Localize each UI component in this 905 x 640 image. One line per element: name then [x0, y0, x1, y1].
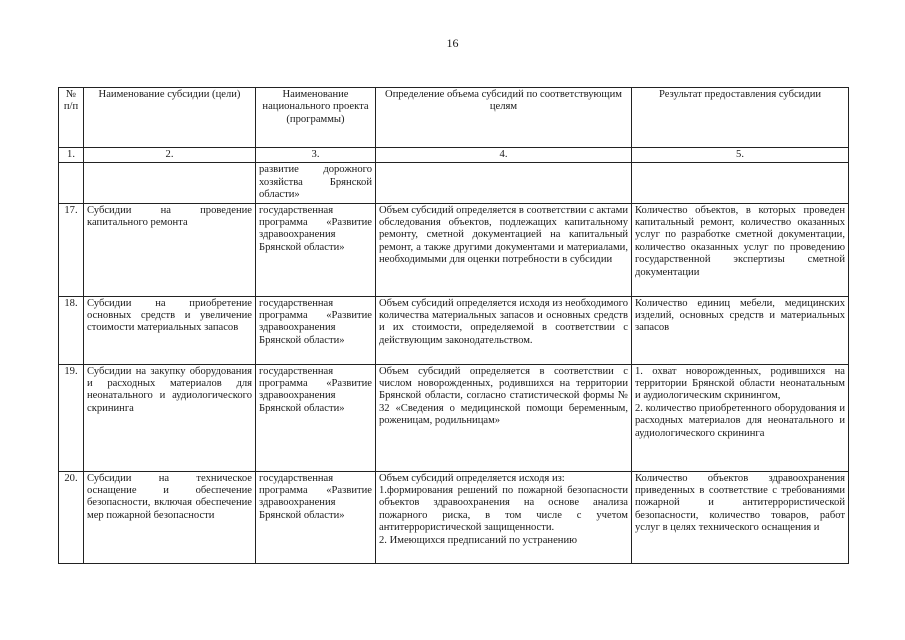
row-number: 18.: [59, 296, 84, 364]
header-number: № п/п: [59, 88, 84, 148]
row-number: 20.: [59, 471, 84, 563]
volume-cell: Объем субсидий определяется в соответствии с актами обследования объектов, подлежащих капитальному ремонту, сметной документацией на капитальный ремонт, а также другими документами и материалами, необходимыми для оценки потребности в субсидии: [376, 203, 632, 296]
program-cell: государственная программа «Развитие здравоохранения Брянской области»: [256, 364, 376, 471]
subsidies-table: [58, 87, 849, 564]
header-national-project: Наименование национального проекта (программы): [256, 88, 376, 148]
table-row: [59, 203, 849, 296]
row-number: 19.: [59, 364, 84, 471]
volume-cell: Объем субсидий определяется исходя из необходимого количества материальных запасов и основных средств и их стоимости, определяемой в соответствии с действующим законодательством.: [376, 296, 632, 364]
column-number: 1.: [59, 148, 84, 163]
volume-cell: Объем субсидий определяется в соответствии с числом новорожденных, родившихся на территории Брянской области, согласно статистической формы № 32 «Сведения о медицинской помощи беременным, роженицам, родильницам»: [376, 364, 632, 471]
header-volume-definition: Определение объема субсидий по соответствующим целям: [376, 88, 632, 148]
page-number: 16: [446, 36, 459, 50]
row-number: 17.: [59, 203, 84, 296]
column-number: 5.: [632, 148, 849, 163]
column-number: 2.: [84, 148, 256, 163]
header-result: Результат предоставления субсидии: [632, 88, 849, 148]
table-row: [59, 471, 849, 563]
program-cell: государственная программа «Развитие здравоохранения Брянской области»: [256, 203, 376, 296]
column-number: 4.: [376, 148, 632, 163]
table-row: [59, 296, 849, 364]
program-cell: развитие дорожного хозяйства Брянской области»: [256, 163, 376, 203]
header-subsidy-name: Наименование субсидии (цели): [84, 88, 256, 148]
program-cell: государственная программа «Развитие здравоохранения Брянской области»: [256, 296, 376, 364]
result-cell: Количество объектов здравоохранения приведенных в соответствие с требованиями пожарной и антитеррористической безопасности, количество товаров, работ услуг в целях технического оснащения и: [632, 471, 849, 563]
subsidy-name-cell: Субсидии на проведение капитального ремонта: [84, 203, 256, 296]
column-number-row: [59, 148, 849, 163]
subsidy-name-cell: Субсидии на приобретение основных средств и увеличение стоимости материальных запасов: [84, 296, 256, 364]
subsidy-name-cell: Субсидии на техническое оснащение и обеспечение безопасности, включая обеспечение мер пожарной безопасности: [84, 471, 256, 563]
result-cell: Количество объектов, в которых проведен капитальный ремонт, количество оказанных услуг по разработке сметной документации, количество оказанных услуг по проведению государственной экспертизы сметной документации: [632, 203, 849, 296]
table-header-row: [59, 88, 849, 148]
subsidy-name-cell: Субсидии на закупку оборудования и расходных материалов для неонатального и аудиологического скрининга: [84, 364, 256, 471]
table-row: [59, 364, 849, 471]
result-cell: 1. охват новорожденных, родившихся на территории Брянской области неонатальным и аудиологическим скринингом, 2. количество приобретенного оборудования и расходных материалов для неонатального и аудиологического скрининга: [632, 364, 849, 471]
volume-cell: Объем субсидий определяется исходя из: 1.формирования решений по пожарной безопасности объектов здравоохранения на основе анализа пожарного риска, в том числе с учетом антитеррористической защищенности. 2. Имеющихся предписаний по устранению: [376, 471, 632, 563]
result-cell: Количество единиц мебели, медицинских изделий, основных средств и материальных запасов: [632, 296, 849, 364]
continued-row: [59, 163, 849, 203]
program-cell: государственная программа «Развитие здравоохранения Брянской области»: [256, 471, 376, 563]
column-number: 3.: [256, 148, 376, 163]
